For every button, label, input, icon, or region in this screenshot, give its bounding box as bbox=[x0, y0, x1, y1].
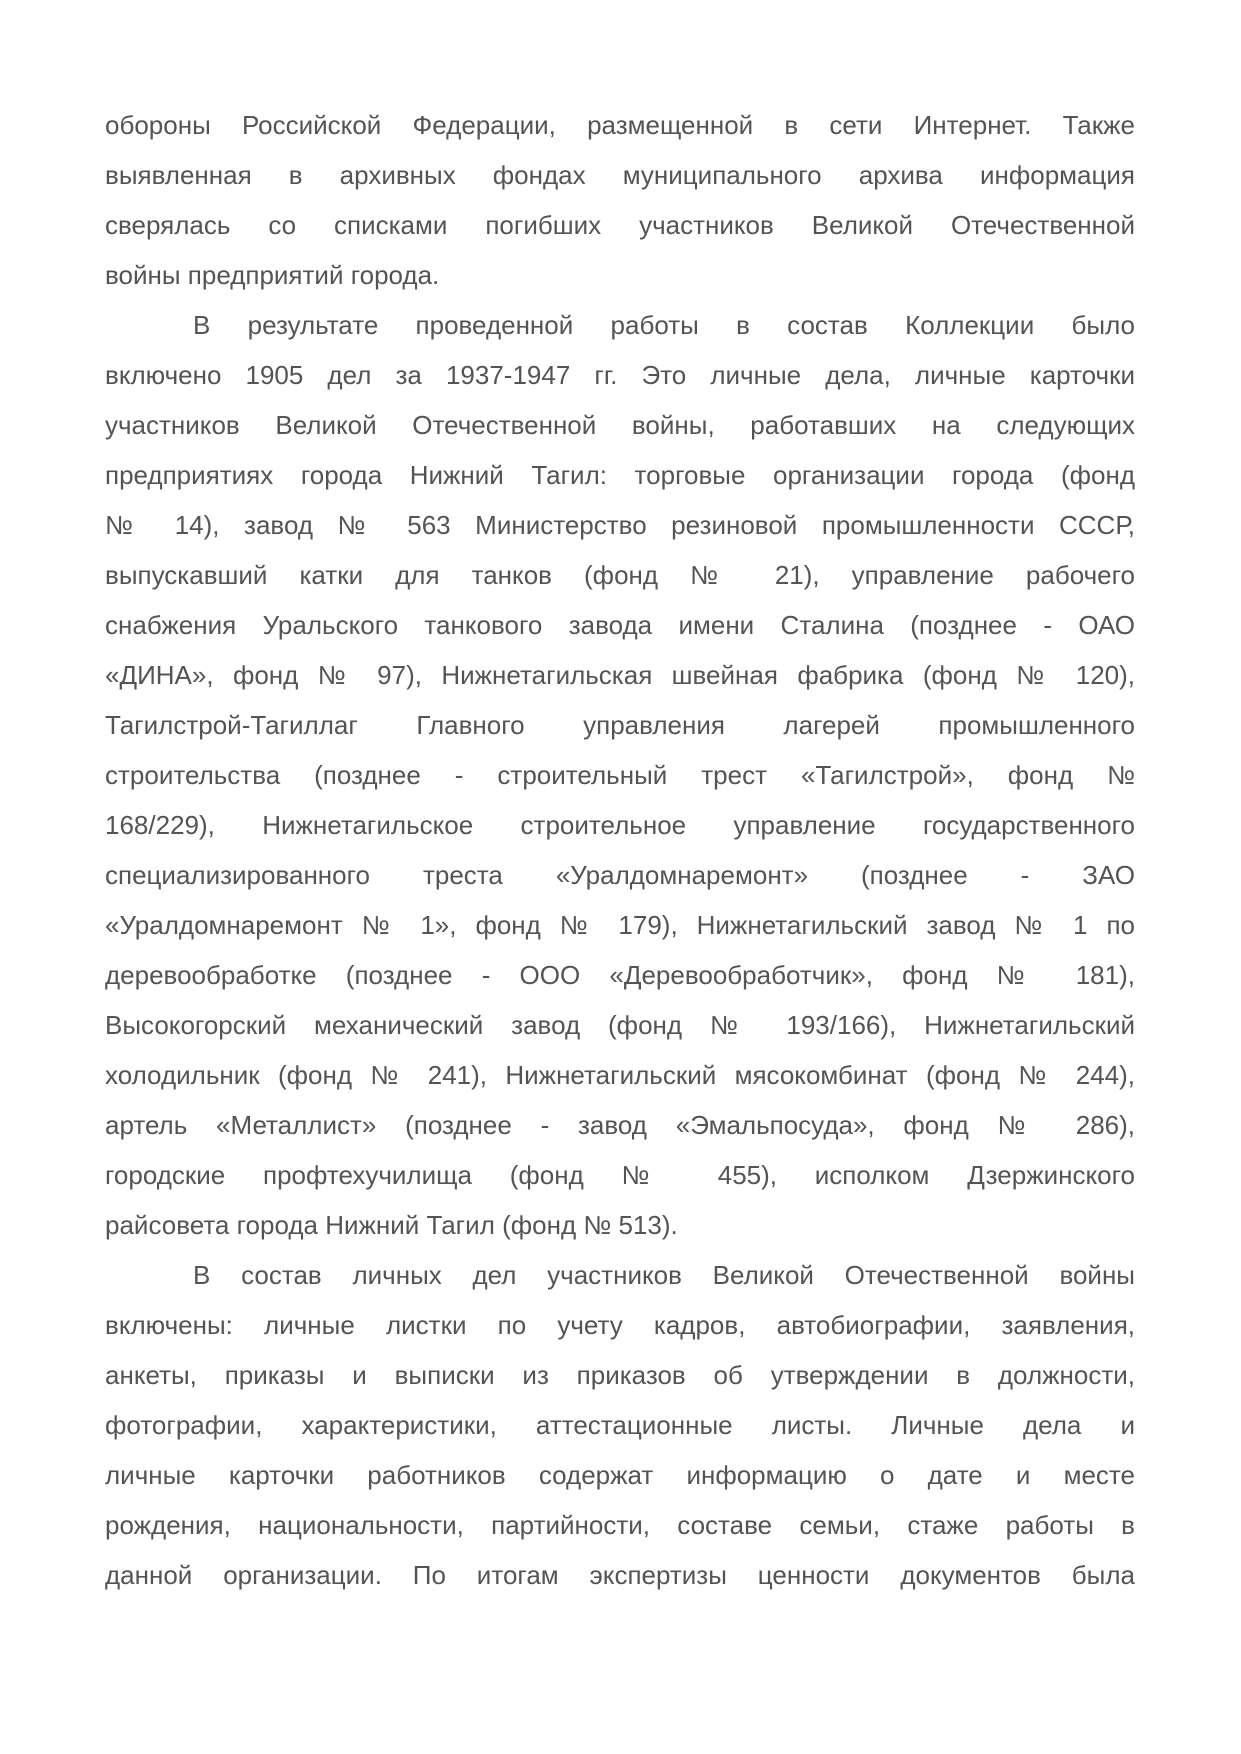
text-line: Тагилстрой-Тагиллаг Главного управления лагерей промышленного bbox=[105, 710, 1135, 740]
text-line: включены: личные листки по учету кадров, автобиографии, заявления, bbox=[105, 1310, 1135, 1340]
text-line: войны предприятий города. bbox=[105, 260, 440, 290]
text-line: предприятиях города Нижний Тагил: торговые организации города (фонд bbox=[105, 460, 1135, 490]
text-line: выпускавший катки для танков (фонд № 21), управление рабочего bbox=[105, 560, 1135, 590]
text-line: деревообработке (позднее - ООО «Деревообработчик», фонд № 181), bbox=[105, 960, 1135, 990]
text-line: холодильник (фонд № 241), Нижнетагильский мясокомбинат (фонд № 244), bbox=[105, 1060, 1135, 1090]
text-line: райсовета города Нижний Тагил (фонд № 513). bbox=[105, 1210, 678, 1240]
text-line: Высокогорский механический завод (фонд № 193/166), Нижнетагильский bbox=[105, 1010, 1135, 1040]
text-line: сверялась со списками погибших участников Великой Отечественной bbox=[105, 210, 1135, 240]
text-line: участников Великой Отечественной войны, работавших на следующих bbox=[105, 410, 1135, 440]
text-line: строительства (позднее - строительный трест «Тагилстрой», фонд № bbox=[105, 760, 1135, 790]
text-line: «ДИНА», фонд № 97), Нижнетагильская швейная фабрика (фонд № 120), bbox=[105, 660, 1135, 690]
text-line: личные карточки работников содержат информацию о дате и месте bbox=[105, 1460, 1135, 1490]
text-line: городские профтехучилища (фонд № 455), исполком Дзержинского bbox=[105, 1160, 1135, 1190]
text-line: В состав личных дел участников Великой Отечественной войны bbox=[193, 1260, 1135, 1290]
text-line: «Уралдомнаремонт № 1», фонд № 179), Нижнетагильский завод № 1 по bbox=[105, 910, 1135, 940]
text-line: выявленная в архивных фондах муниципального архива информация bbox=[105, 160, 1135, 190]
page-text-content bbox=[105, 100, 1135, 1600]
text-line: 168/229), Нижнетагильское строительное управление государственного bbox=[105, 810, 1135, 840]
text-line: артель «Металлист» (позднее - завод «Эмальпосуда», фонд № 286), bbox=[105, 1110, 1135, 1140]
text-line: № 14), завод № 563 Министерство резиновой промышленности СССР, bbox=[105, 510, 1135, 540]
text-line: фотографии, характеристики, аттестационные листы. Личные дела и bbox=[105, 1410, 1135, 1440]
text-line: анкеты, приказы и выписки из приказов об утверждении в должности, bbox=[105, 1360, 1135, 1390]
text-line: включено 1905 дел за 1937-1947 гг. Это личные дела, личные карточки bbox=[105, 360, 1135, 390]
text-line: специализированного треста «Уралдомнаремонт» (позднее - ЗАО bbox=[105, 860, 1135, 890]
text-line: В результате проведенной работы в состав Коллекции было bbox=[193, 310, 1135, 340]
text-line: снабжения Уральского танкового завода имени Сталина (позднее - ОАО bbox=[105, 610, 1135, 640]
text-line: обороны Российской Федерации, размещенной в сети Интернет. Также bbox=[105, 110, 1135, 140]
text-line: рождения, национальности, партийности, составе семьи, стаже работы в bbox=[105, 1510, 1135, 1540]
text-line: данной организации. По итогам экспертизы ценности документов была bbox=[105, 1560, 1135, 1590]
